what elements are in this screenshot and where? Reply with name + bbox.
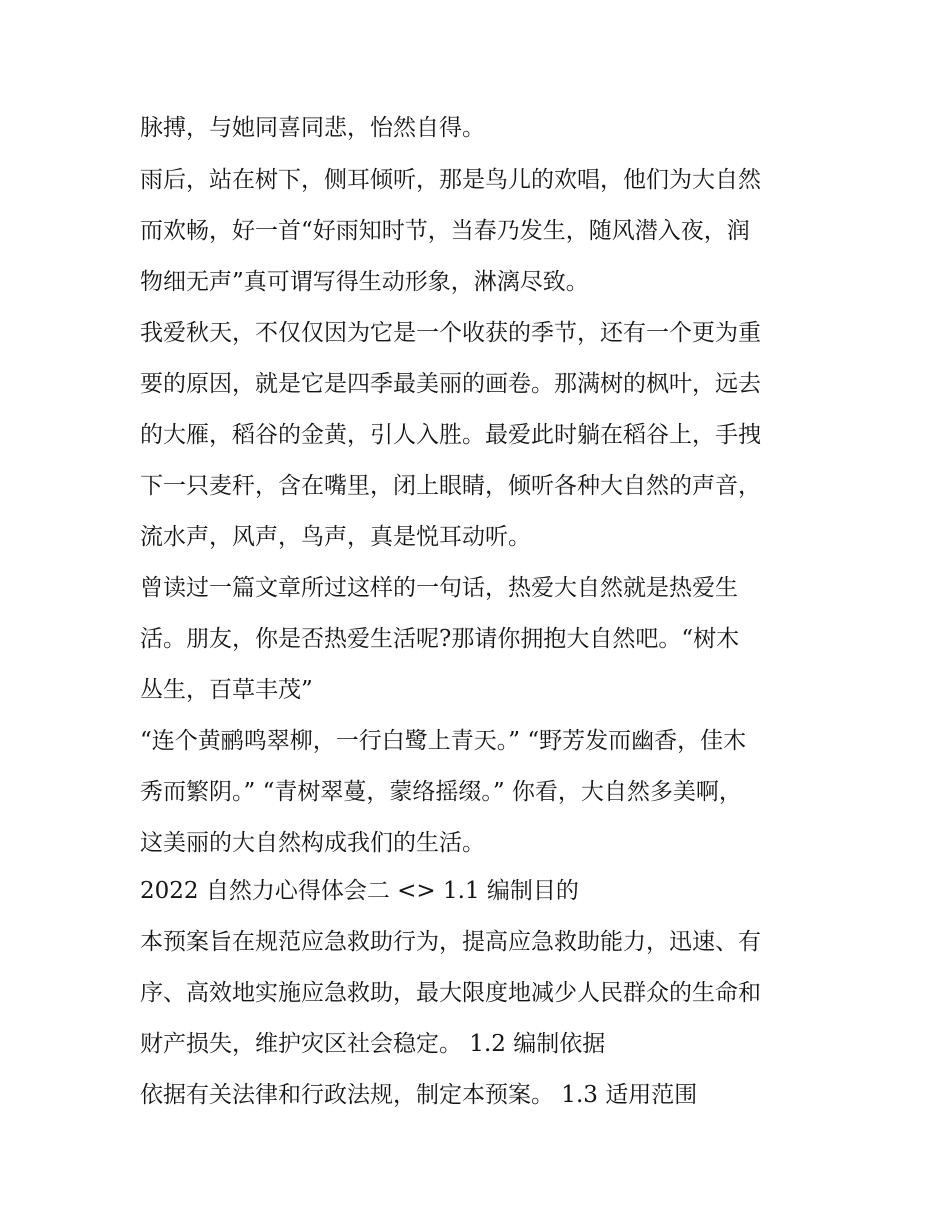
text-line-14: 秀而繁阴。” “青树翠蔓，蒙络摇缀。” 你看，大自然多美啊，: [140, 779, 742, 805]
text-line-4: 物细无声”真可谓写得生动形象，淋漓尽致。: [140, 269, 589, 295]
text-line-9: 流水声，风声，鸟声，真是悦耳动听。: [140, 524, 531, 550]
text-line-1: 脉搏，与她同喜同悲，怡然自得。: [140, 115, 485, 141]
text-line-19: 财产损失，维护灾区社会稳定。 1.2 编制依据: [140, 1031, 606, 1057]
text-line-13: “连个黄鹂鸣翠柳，一行白鹭上青天。” “野芳发而幽香，佳木: [140, 728, 747, 754]
text-line-20: 依据有关法律和行政法规，制定本预案。 1.3 适用范围: [140, 1082, 698, 1108]
text-line-18: 序、高效地实施应急救助，最大限度地减少人民群众的生命和: [140, 980, 761, 1006]
text-line-3: 而欢畅，好一首“好雨知时节，当春乃发生，随风潜入夜，润: [140, 218, 750, 244]
text-line-6: 要的原因，就是它是四季最美丽的画卷。那满树的枫叶，远去: [140, 371, 761, 397]
text-line-8: 下一只麦秆，含在嘴里，闭上眼睛，倾听各种大自然的声音，: [140, 473, 761, 499]
text-line-11: 活。朋友，你是否热爱生活呢?那请你拥抱大自然吧。“树木: [140, 626, 740, 652]
text-line-2: 雨后，站在树下，侧耳倾听，那是鸟儿的欢唱，他们为大自然: [140, 167, 761, 193]
text-line-5: 我爱秋天，不仅仅因为它是一个收获的季节，还有一个更为重: [140, 320, 761, 346]
text-line-15: 这美丽的大自然构成我们的生活。: [140, 830, 485, 856]
text-line-10: 曾读过一篇文章所过这样的一句话，热爱大自然就是热爱生: [140, 575, 738, 601]
text-line-12: 丛生，百草丰茂”: [140, 677, 313, 703]
text-line-7: 的大雁，稻谷的金黄，引人入胜。最爱此时躺在稻谷上，手拽: [140, 422, 761, 448]
text-line-17: 本预案旨在规范应急救助行为，提高应急救助能力，迅速、有: [140, 929, 761, 955]
section-heading-line: 2022 自然力心得体会二 <> 1.1 编制目的: [140, 878, 579, 904]
